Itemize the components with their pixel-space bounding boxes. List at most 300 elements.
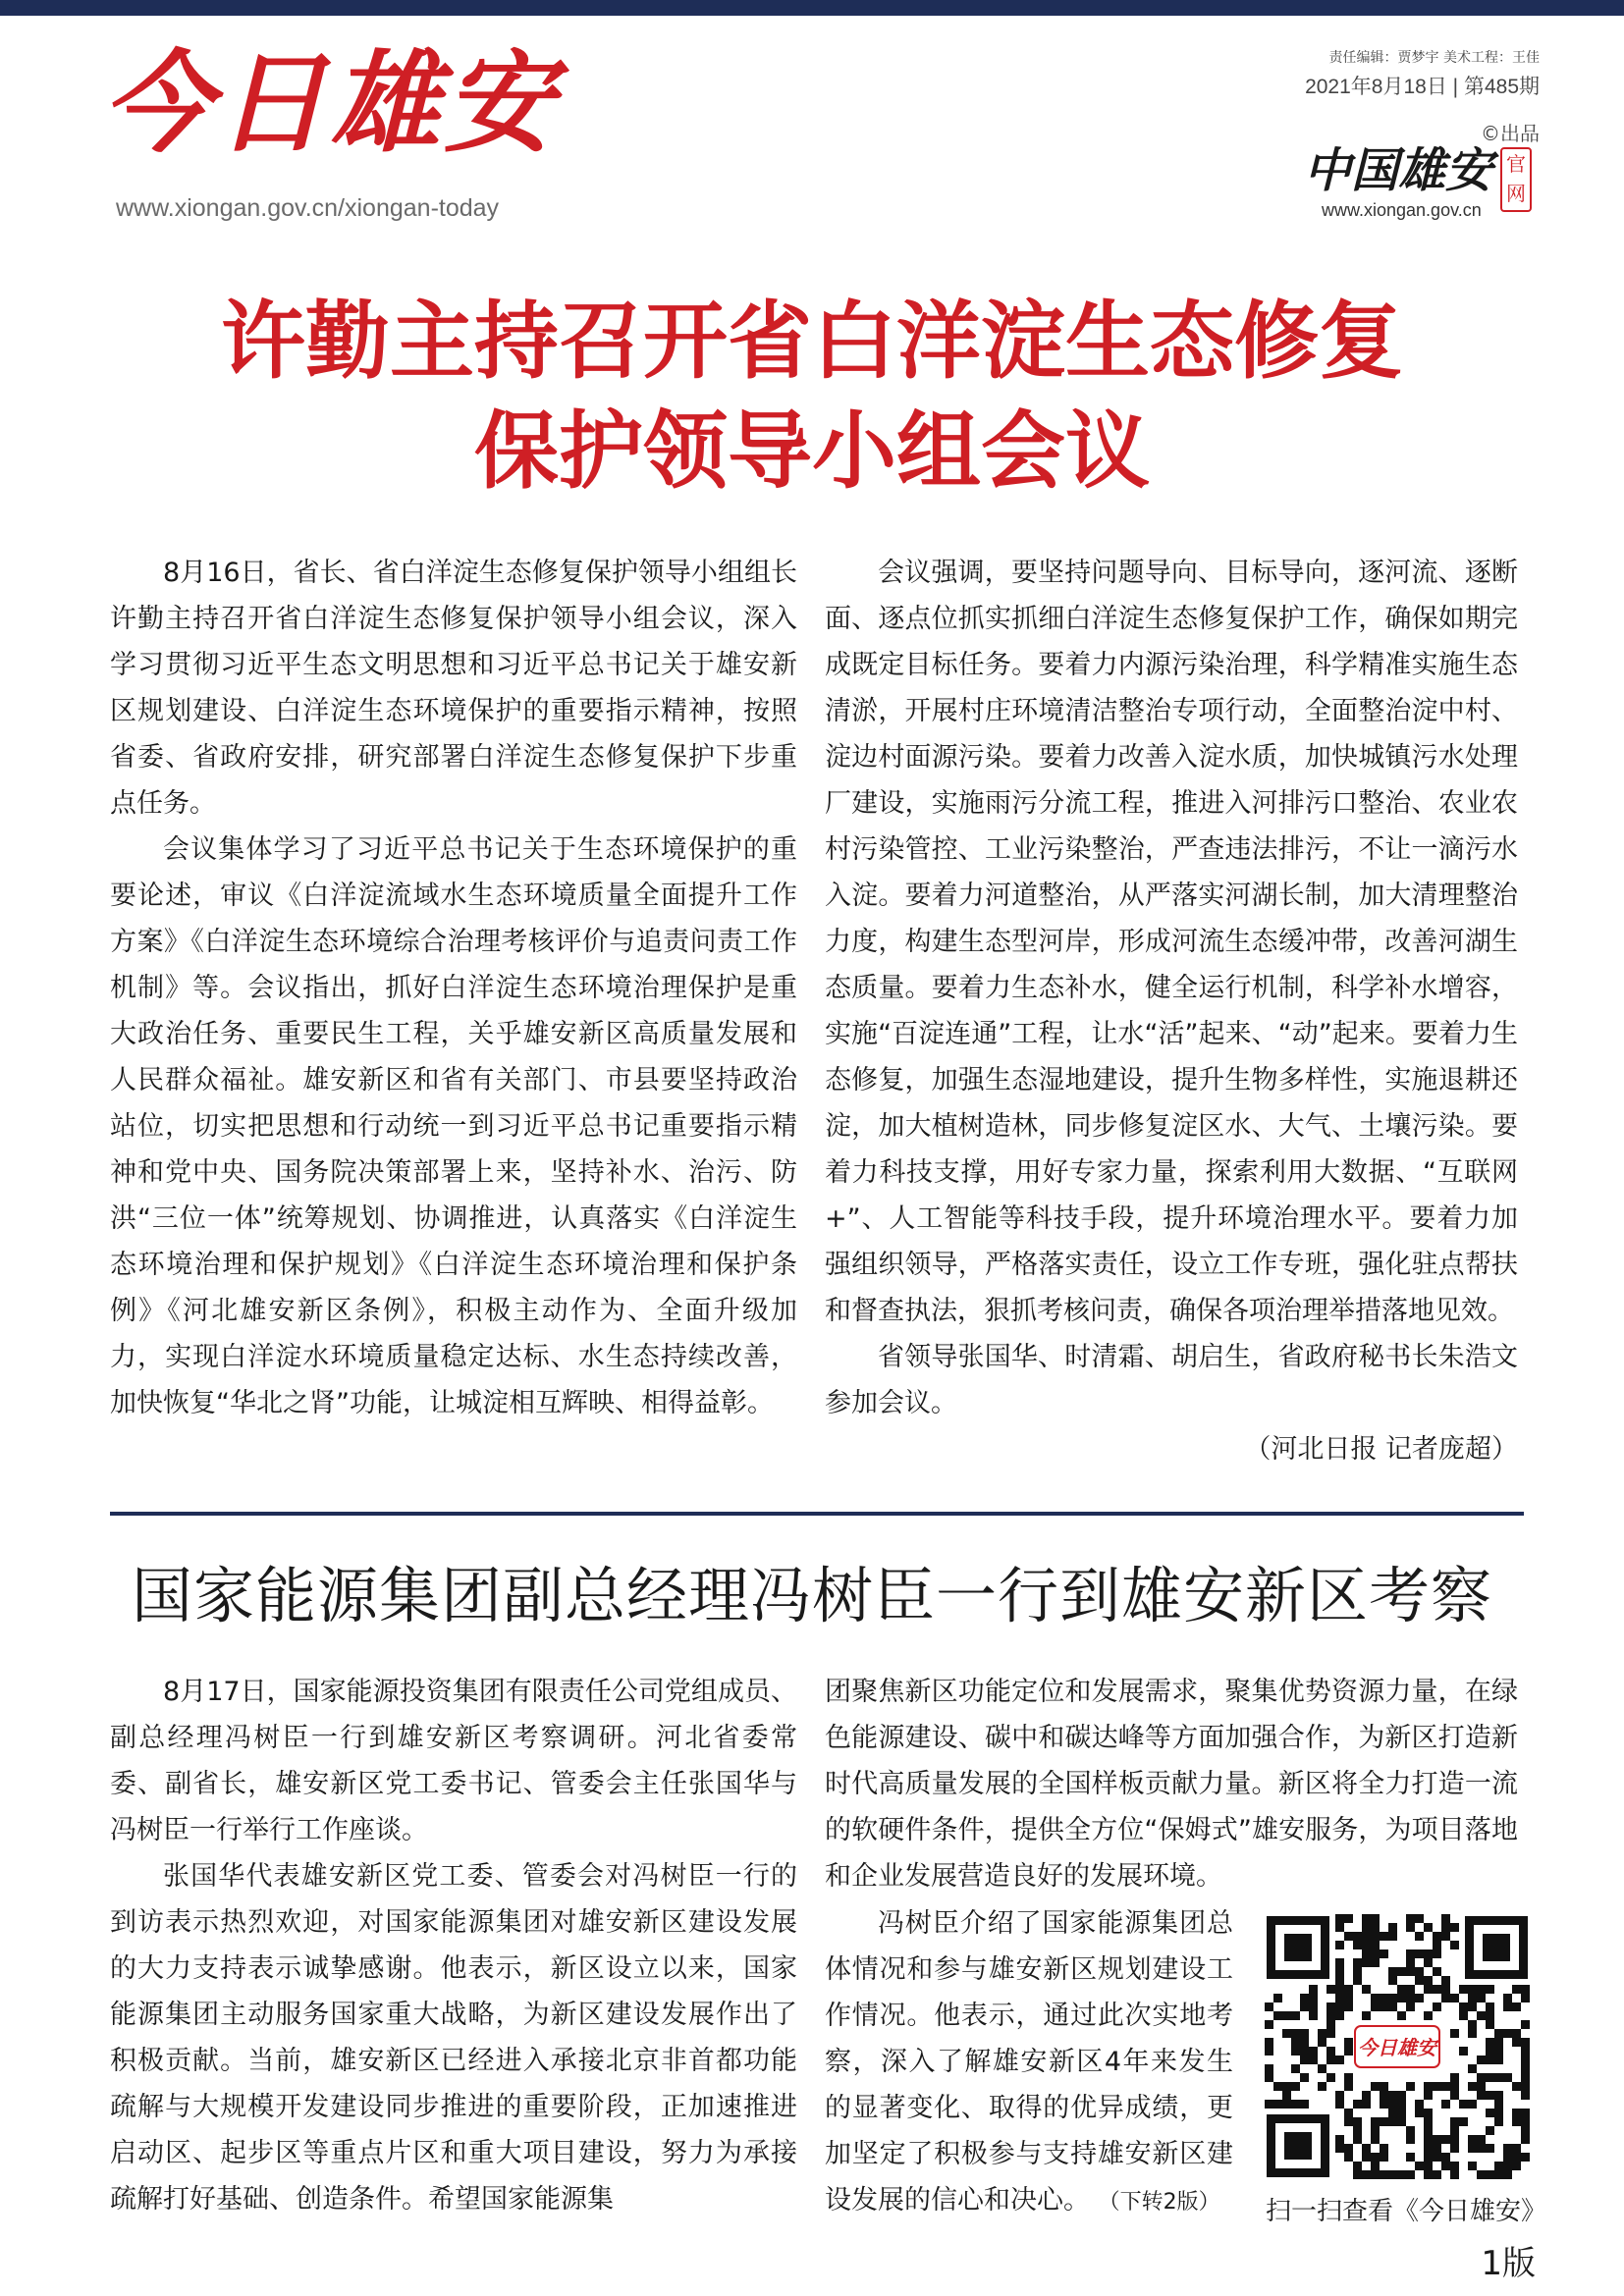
qr-module [1335,2091,1344,2100]
qr-module [1309,2047,1318,2056]
qr-module [1468,2162,1477,2170]
qr-module [1380,2170,1388,2179]
qr-module [1468,2100,1477,2109]
qr-module [1521,2117,1530,2126]
qr-module [1344,1914,1353,1923]
qr-module [1406,1958,1415,1967]
qr-module [1353,2170,1362,2179]
qr-module [1353,2117,1362,2126]
qr-module [1486,2056,1494,2064]
qr-module [1424,1985,1433,1994]
continued-note: （下转2版） [1098,2190,1220,2215]
qr-module [1335,1914,1344,1923]
qr-module [1371,2126,1380,2135]
qr-module [1494,2091,1503,2100]
article2-paragraph: 张国华代表雄安新区党工委、管委会对冯树臣一行的到访表示热烈欢迎，对国家能源集团对雄安新区建设发展的大力支持表示诚挚感谢。他表示，新区设立以来，国家能源集团主动服务国家重大战略，为新区建设发展作出了积极贡献。当前，雄安新区已经进入承接北京非首都功能疏解与大规模开发建设同步推进的重要阶段，正加速推进启动区、起步区等重点片区和重大项目建设，努力为承接疏解打好基础、创造条件。希望国家能源集 [110,1861,797,2215]
article1-paragraph: 省领导张国华、时清霜、胡启生，省政府秘书长朱浩文参加会议。 [825,1342,1518,1418]
qr-module [1291,2011,1300,2020]
qr-module [1494,2109,1503,2117]
qr-module [1486,2144,1494,2153]
qr-module [1362,2170,1371,2179]
qr-module [1309,1994,1318,2002]
qr-module [1282,2091,1291,2100]
qr-module [1486,2002,1494,2011]
qr-module [1300,2073,1309,2082]
qr-module [1371,2170,1380,2179]
qr-module [1477,2082,1486,2091]
article2-paragraph: 团聚焦新区功能定位和发展需求，聚集优势资源力量，在绿色能源建设、碳中和碳达峰等方面加强合作，为新区打造新时代高质量发展的全国样板贡献力量。新区将全力打造一流的软硬件条件，提供全方位“保姆式”雄安服务，为项目落地和企业发展营造良好的发展环境。 [825,1677,1518,1892]
qr-module [1433,1932,1441,1941]
qr-module [1450,2073,1459,2082]
qr-module [1433,1967,1441,1976]
qr-module [1300,2100,1309,2109]
qr-module [1406,2082,1415,2091]
qr-module [1273,2082,1282,2091]
qr-module [1335,1967,1344,1976]
qr-module [1273,2011,1282,2020]
qr-module [1406,1967,1415,1976]
qr-module [1371,1923,1380,1932]
qr-module [1433,1985,1441,1994]
qr-module [1353,2162,1362,2170]
qr-module [1353,1932,1362,1941]
qr-module [1335,1941,1344,1949]
qr-module [1477,2056,1486,2064]
qr-module [1433,2082,1441,2091]
qr-module [1494,2038,1503,2047]
qr-module [1433,1949,1441,1958]
qr-module [1344,2144,1353,2153]
qr-module [1441,2100,1450,2109]
article2-column-right-top [825,1669,1518,1899]
qr-module [1477,2011,1486,2020]
qr-module [1433,2170,1441,2179]
qr-module [1433,2002,1441,2011]
article1-headline-line1: 许勤主持召开省白洋淀生态修复 [221,292,1403,391]
qr-module [1415,1967,1424,1976]
qr-module [1521,2091,1530,2100]
qr-module [1406,2153,1415,2162]
qr-module [1415,2109,1424,2117]
qr-module [1371,1949,1380,1958]
qr-module [1291,2029,1300,2038]
qr-module [1433,2144,1441,2153]
qr-module [1415,1932,1424,1941]
qr-module [1512,2153,1521,2162]
qr-module [1335,2011,1344,2020]
qr-module [1318,2029,1326,2038]
qr-module [1326,2047,1335,2056]
qr-module [1371,1914,1380,1923]
qr-module [1503,2029,1512,2038]
qr-module [1415,1976,1424,1985]
qr-module [1424,2144,1433,2153]
masthead-url[interactable]: www.xiongan.gov.cn/xiongan-today [116,194,500,222]
qr-module [1486,2170,1494,2179]
qr-module [1468,2002,1477,2011]
qr-module [1362,2100,1371,2109]
qr-module [1371,2082,1380,2091]
qr-module [1441,2082,1450,2091]
qr-module [1353,2135,1362,2144]
qr-module [1362,1949,1371,1958]
qr-module [1494,2047,1503,2056]
qr-module [1441,2135,1450,2144]
qr-module [1424,1958,1433,1967]
qr-module [1388,2170,1397,2179]
qr-module [1424,2170,1433,2179]
qr-module [1380,2082,1388,2091]
qr-module [1424,1976,1433,1985]
qr-module [1424,2011,1433,2020]
qr-module [1459,2011,1468,2020]
qr-module [1450,1923,1459,1932]
qr-module [1477,2073,1486,2082]
qr-module [1300,2056,1309,2064]
qr-module [1441,2162,1450,2170]
qr-module [1344,2117,1353,2126]
qr-module [1521,2135,1530,2144]
article1-byline: （河北日报 记者庞超） [1244,1434,1518,1465]
qr-module [1265,2020,1273,2029]
qr-module [1459,2117,1468,2126]
qr-module [1397,1967,1406,1976]
qr-module [1477,2144,1486,2153]
qr-module [1388,2002,1397,2011]
qr-module [1362,2144,1371,2153]
qr-module [1335,1976,1344,1985]
qr-module [1300,1994,1309,2002]
qr-module [1433,1941,1441,1949]
top-color-bar [0,0,1624,16]
qr-module [1380,2100,1388,2109]
qr-module [1309,2056,1318,2064]
qr-module [1362,1958,1371,1967]
qr-module [1424,2153,1433,2162]
qr-module [1291,2064,1300,2073]
qr-module [1353,1941,1362,1949]
qr-module [1503,2162,1512,2170]
qr-module [1450,2082,1459,2091]
qr-module [1450,2170,1459,2179]
qr-module [1326,2020,1335,2029]
qr-module [1424,1923,1433,1932]
qr-module [1468,2082,1477,2091]
qr-module [1459,2002,1468,2011]
qr-module [1441,2153,1450,2162]
qr-module [1521,2109,1530,2117]
qr-module [1371,1994,1380,2002]
qr-module [1309,2002,1318,2011]
qr-module [1388,2117,1397,2126]
qr-module [1424,2126,1433,2135]
qr-module [1512,2144,1521,2153]
qr-module [1477,1994,1486,2002]
qr-module [1282,2082,1291,2091]
qr-module [1450,2144,1459,2153]
qr-module [1344,2047,1353,2056]
qr-module [1406,2002,1415,2011]
qr-module [1326,1985,1335,1994]
qr-module [1450,2162,1459,2170]
article1-headline [0,287,1624,507]
qr-module [1503,2002,1512,2011]
qr-module [1353,1976,1362,1985]
article2-paragraph-text: 冯树臣介绍了国家能源集团总体情况和参与雄安新区规划建设工作情况。他表示，通过此次实地考察，深入了解雄安新区4年来发生的显著变化、取得的优异成绩，更加坚定了积极参与支持雄安新区建设发展的信心和决心。 [825,1908,1233,2216]
qr-module [1459,1985,1468,1994]
qr-module [1521,2020,1530,2029]
qr-module [1309,2011,1318,2020]
qr-module [1424,2109,1433,2117]
qr-module [1503,2073,1512,2082]
qr-module [1441,1976,1450,1985]
qr-module [1371,2153,1380,2162]
qr-module [1362,1941,1371,1949]
qr-module [1326,2002,1335,2011]
qr-module [1371,1932,1380,1941]
qr-module [1406,2170,1415,2179]
qr-module [1273,2100,1282,2109]
qr-module [1344,1994,1353,2002]
qr-module [1494,2073,1503,2082]
qr-module [1335,2056,1344,2064]
qr-module [1441,1994,1450,2002]
qr-module [1397,2170,1406,2179]
qr-module [1335,1985,1344,1994]
qr-module [1388,1994,1397,2002]
qr-module [1450,2091,1459,2100]
qr-module [1415,2100,1424,2109]
qr-module [1521,2082,1530,2091]
qr-module [1450,2126,1459,2135]
qr-module [1318,2064,1326,2073]
qr-module [1503,2170,1512,2179]
qr-module [1521,2047,1530,2056]
qr-code[interactable] [1261,1910,1534,2183]
qr-module [1424,2162,1433,2170]
qr-module [1353,1967,1362,1976]
qr-module [1388,2100,1397,2109]
qr-module [1397,2109,1406,2117]
qr-module [1494,2162,1503,2170]
masthead-logo: 今日雄安 [102,39,558,168]
qr-module [1362,1923,1371,1932]
brand-url[interactable]: www.xiongan.gov.cn [1322,200,1482,220]
qr-module [1265,2073,1273,2082]
qr-module [1512,2002,1521,2011]
qr-module [1300,2038,1309,2047]
article2-column-left [110,1669,797,2222]
article1-column-left [110,550,797,1426]
qr-module [1326,2073,1335,2082]
qr-module [1521,2038,1530,2047]
qr-module [1388,1923,1397,1932]
qr-module [1380,2117,1388,2126]
qr-module [1344,2073,1353,2082]
qr-module [1344,2082,1353,2091]
article1-paragraph: 8月16日，省长、省白洋淀生态修复保护领导小组组长许勤主持召开省白洋淀生态修复保护领导小组会议，深入学习贯彻习近平生态文明思想和习近平总书记关于雄安新区规划建设、白洋淀生态环境保护的重要指示精神，按照省委、省政府安排，研究部署白洋淀生态修复保护下步重点任务。 [110,558,797,819]
qr-module [1415,1914,1424,1923]
qr-module [1300,2002,1309,2011]
qr-module [1424,1949,1433,1958]
qr-module [1344,2153,1353,2162]
qr-module [1512,2109,1521,2117]
qr-module [1273,1994,1282,2002]
qr-module [1282,2100,1291,2109]
qr-module [1362,1932,1371,1941]
qr-module [1477,2091,1486,2100]
qr-module [1433,2153,1441,2162]
qr-module [1291,2100,1300,2109]
qr-module [1441,1923,1450,1932]
qr-module [1486,2091,1494,2100]
qr-module [1415,2162,1424,2170]
qr-module [1362,1985,1371,1994]
qr-module [1494,2056,1503,2064]
qr-module [1397,1994,1406,2002]
qr-module [1486,1985,1494,1994]
qr-module [1468,2135,1477,2144]
qr-module [1468,2144,1477,2153]
brand-logo: 中国雄安 [1304,143,1493,198]
qr-module [1326,2029,1335,2038]
qr-module [1371,1941,1380,1949]
qr-module [1512,1985,1521,1994]
qr-module [1477,2135,1486,2144]
qr-module [1335,2144,1344,2153]
copyright-label: ©出品 [1481,122,1540,145]
qr-center-label: 今日雄安 [1358,2036,1436,2059]
qr-module [1326,2056,1335,2064]
qr-module [1512,2038,1521,2047]
qr-finder-top-right [1465,1916,1528,1979]
qr-module [1265,2002,1273,2011]
qr-module [1486,2047,1494,2056]
qr-module [1362,2153,1371,2162]
qr-finder-bottom-left [1267,2114,1329,2177]
qr-module [1388,1976,1397,1985]
qr-module [1486,2020,1494,2029]
qr-module [1512,2082,1521,2091]
qr-module [1353,1958,1362,1967]
qr-module [1397,2091,1406,2100]
qr-module [1521,1985,1530,1994]
qr-module [1380,1932,1388,1941]
qr-module [1503,2144,1512,2153]
qr-module [1459,2100,1468,2109]
qr-module [1521,2064,1530,2073]
qr-module [1362,2091,1371,2100]
qr-module [1282,2029,1291,2038]
qr-module [1353,2100,1362,2109]
qr-module [1441,1985,1450,1994]
qr-module [1512,2029,1521,2038]
qr-module [1503,1994,1512,2002]
editors-credit: 责任编辑：贾梦宇 美术工程：王佳 [1328,50,1540,66]
qr-module [1335,1923,1344,1932]
qr-module [1477,2170,1486,2179]
qr-module [1362,1914,1371,1923]
article1-paragraph: 会议强调，要坚持问题导向、目标导向，逐河流、逐断面、逐点位抓实抓细白洋淀生态修复保护工作，确保如期完成既定目标任务。要着力内源污染治理，科学精准实施生态清淤，开展村庄环境清洁整治专项行动，全面整治淀中村、淀边村面源污染。要着力改善入淀水质，加快城镇污水处理厂建设，实施雨污分流工程，推进入河排污口整治、农业农村污染管控、工业污染整治，严查违法排污，不让一滴污水入淀。要着力河道整治，从严落实河湖长制，加大清理整治力度，构建生态型河岸，形成河流生态缓冲带，改善河湖生态质量。要着力生态补水，健全运行机制，科学补水增容，实施“百淀连通”工程，让水“活”起来、“动”起来。要着力生态修复，加强生态湿地建设，提升生物多样性，实施退耕还淀，加大植树造林，同步修复淀区水、大气、土壤污染。要着力科技支撑，用好专家力量，探索利用大数据、“互联网+”、人工智能等科技手段，提升环境治理水平。要着力加强组织领导，严格落实责任，设立工作专班，强化驻点帮扶和督查执法，狠抓考核问责，确保各项治理举措落地见效。 [825,558,1518,1326]
qr-module [1406,1923,1415,1932]
article2-column-right-bottom [825,1900,1233,2225]
qr-finder-top-left [1267,1916,1329,1979]
issue-date: 2021年8月18日 | 第485期 [1305,76,1540,98]
qr-module [1441,1914,1450,1923]
qr-module [1335,2002,1344,2011]
qr-module [1388,1932,1397,1941]
qr-module [1265,2047,1273,2056]
qr-module [1406,1949,1415,1958]
qr-module [1344,2109,1353,2117]
qr-module [1371,2117,1380,2126]
qr-module [1477,1985,1486,1994]
qr-module [1494,2029,1503,2038]
qr-module [1388,2109,1397,2117]
qr-module [1397,1985,1406,1994]
qr-module [1344,2038,1353,2047]
qr-module [1512,2117,1521,2126]
page-number: 1版 [1481,2244,1536,2283]
qr-module [1424,2117,1433,2126]
qr-module [1380,2144,1388,2153]
qr-module [1397,2011,1406,2020]
qr-module [1335,1994,1344,2002]
qr-module [1468,2020,1477,2029]
qr-module [1521,2073,1530,2082]
qr-module [1406,2135,1415,2144]
qr-module [1265,2038,1273,2047]
qr-module [1300,2047,1309,2056]
qr-module [1326,2011,1335,2020]
qr-module [1521,2126,1530,2135]
qr-module [1371,2002,1380,2011]
qr-module [1503,2153,1512,2162]
article2-headline: 国家能源集团副总经理冯树臣一行到雄安新区考察 [131,1560,1492,1631]
qr-module [1380,2091,1388,2100]
qr-module [1318,2038,1326,2047]
qr-module [1388,1967,1397,1976]
qr-module [1335,1958,1344,1967]
qr-caption: 扫一扫查看《今日雄安》 [1265,2197,1546,2226]
qr-module [1362,2011,1371,2020]
qr-module [1380,2002,1388,2011]
qr-module [1450,1941,1459,1949]
qr-module [1415,1949,1424,1958]
qr-module [1486,2109,1494,2117]
qr-module [1450,2135,1459,2144]
qr-module [1424,2135,1433,2144]
article1-column-right [825,550,1518,1472]
qr-module [1459,2047,1468,2056]
qr-module [1353,2126,1362,2135]
qr-module [1406,2126,1415,2135]
qr-module [1433,2135,1441,2144]
qr-module [1282,2011,1291,2020]
article1-paragraph: 会议集体学习了习近平总书记关于生态环境保护的重要论述，审议《白洋淀流域水生态环境质量全面提升工作方案》《白洋淀生态环境综合治理考核评价与追责问责工作机制》等。会议指出，抓好白洋淀生态环境治理保护是重大政治任务、重要民生工程，关乎雄安新区高质量发展和人民群众福祉。雄安新区和省有关部门、市县要坚持政治站位，切实把思想和行动统一到习近平总书记重要指示精神和党中央、国务院决策部署上来，坚持补水、治污、防洪“三位一体”统筹规划、协调推进，认真落实《白洋淀生态环境治理和保护规划》《白洋淀生态环境治理和保护条例》《河北雄安新区条例》，积极主动作为、全面升级加力，实现白洋淀水环境质量稳定达标、水生态持续改善，加快恢复“华北之肾”功能，让城淀相互辉映、相得益彰。 [110,834,797,1418]
qr-module [1371,2135,1380,2144]
qr-module [1521,2056,1530,2064]
qr-module [1486,2011,1494,2020]
qr-module [1371,2162,1380,2170]
qr-module [1344,1985,1353,1994]
qr-module [1300,2029,1309,2038]
qr-module [1291,2047,1300,2056]
article2-paragraph [825,1900,1233,2225]
qr-module [1494,2100,1503,2109]
qr-module [1291,2038,1300,2047]
qr-module [1486,2073,1494,2082]
